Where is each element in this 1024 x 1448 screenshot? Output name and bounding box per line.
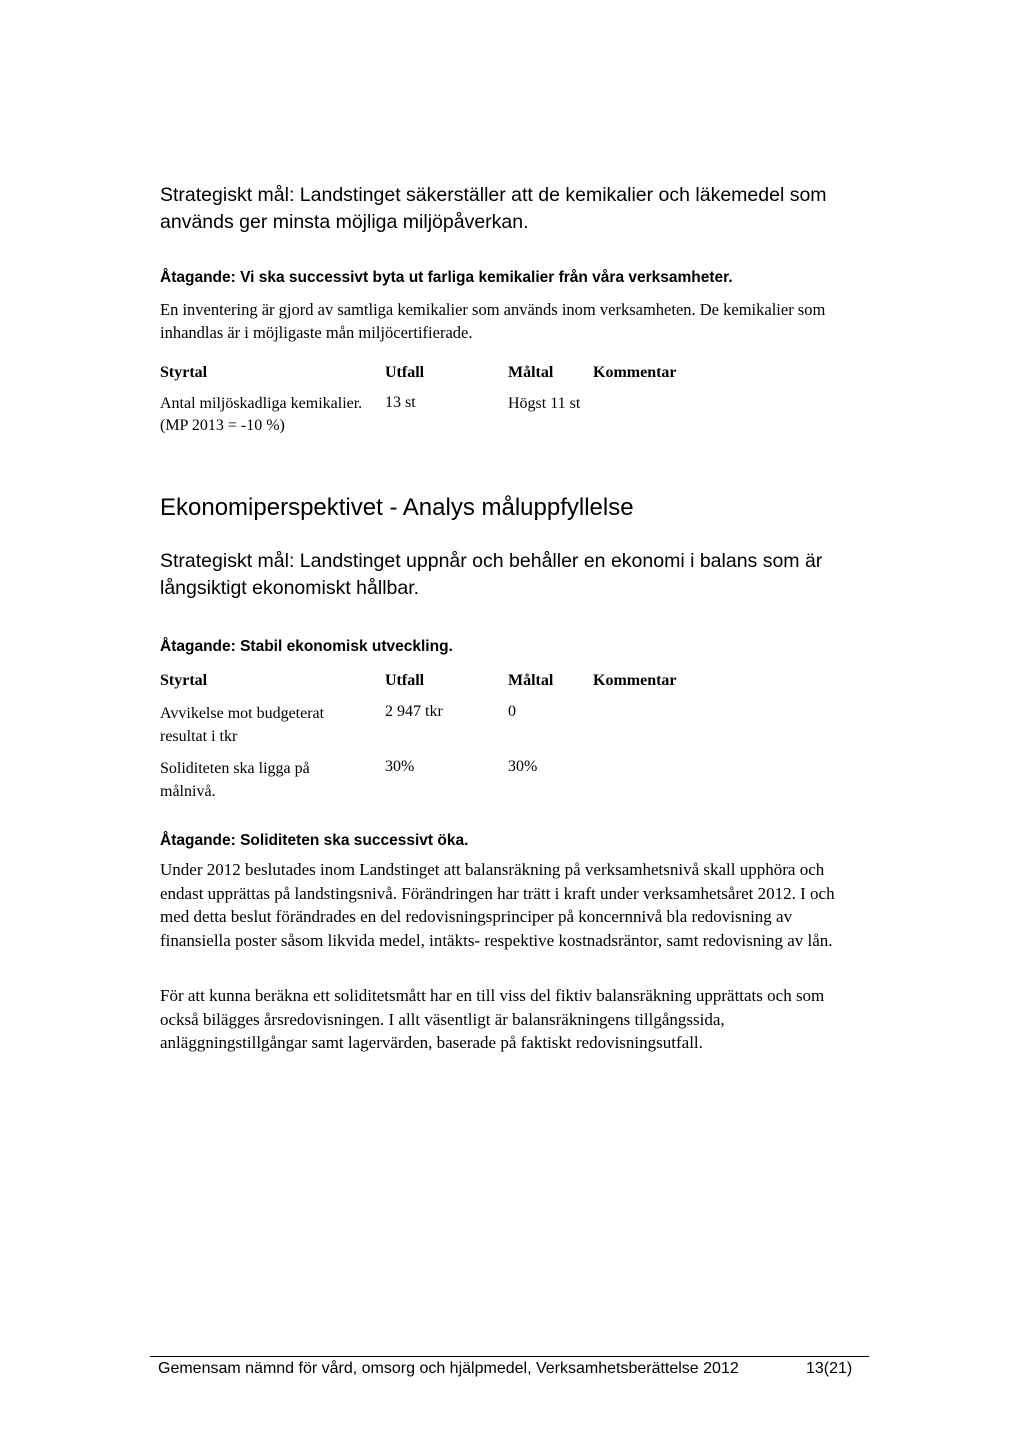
table-cell-utfall: 2 947 tkr <box>385 703 443 720</box>
section-heading-economy: Ekonomiperspektivet - Analys måluppfyllelse <box>160 494 634 521</box>
commitment-solidity: Åtagande: Soliditeten ska successivt öka. <box>160 832 469 849</box>
table-header-kommentar: Kommentar <box>593 672 677 689</box>
table-header-kommentar: Kommentar <box>593 364 677 381</box>
table-header-utfall: Utfall <box>385 672 425 689</box>
table-cell-maltal: 30% <box>508 758 538 775</box>
table-cell-utfall: 13 st <box>385 394 416 411</box>
table-header-styrtal: Styrtal <box>160 364 208 381</box>
table-cell-utfall: 30% <box>385 758 415 775</box>
table-cell-styrtal: Avvikelse mot budgeterat resultat i tkr <box>160 705 325 745</box>
table-header-maltal: Måltal <box>508 364 554 381</box>
table-cell-styrtal: Soliditeten ska ligga på målnivå. <box>160 760 310 800</box>
paragraph-balance-sheet-decision: Under 2012 beslutades inom Landstinget att balansräkning på verksamhetsnivå skall upphöra och endast upprättas på landstingsnivå. Förändringen har trätt i kraft under verksamhetsåret 2012. I och med detta beslut förändrades en del redovisningsprinciper på koncernnivå bla redovisning av finansiella poster såsom likvida medel, intäkts- respektive kostnadsräntor, samt redovisning av lån. <box>160 860 835 950</box>
table-cell-maltal: Högst 11 st <box>508 395 581 412</box>
paragraph-solidity-measure: För att kunna beräkna ett soliditetsmått har en till viss del fiktiv balansräkning upprättats och som också bilägges årsredovisningen. I allt väsentligt är balansräkningens tillgångssida, anläggningstillgångar samt lagervärden, baserade på faktiskt redovisningsutfall. <box>160 986 825 1053</box>
commitment-chemicals: Åtagande: Vi ska successivt byta ut farliga kemikalier från våra verksamheter. <box>160 269 733 286</box>
strategic-goal-economy: Strategiskt mål: Landstinget uppnår och behåller en ekonomi i balans som är långsiktigt ekonomiskt hållbar. <box>160 550 823 599</box>
commitment-stable-economy: Åtagande: Stabil ekonomisk utveckling. <box>160 638 453 655</box>
table-cell-styrtal: Antal miljöskadliga kemikalier.(MP 2013 = -10 %) <box>160 395 363 434</box>
table-header-maltal: Måltal <box>508 672 554 689</box>
table-header-styrtal: Styrtal <box>160 672 208 689</box>
footer-title: Gemensam nämnd för vård, omsorg och hjälpmedel, Verksamhetsberättelse 2012 <box>158 1360 739 1377</box>
footer-page-number: 13(21) <box>806 1360 853 1377</box>
table-header-utfall: Utfall <box>385 364 425 381</box>
footer-rule <box>150 1356 869 1357</box>
paragraph-inventory: En inventering är gjord av samtliga kemikalier som används inom verksamheten. De kemikalier som inhandlas är i möjligaste mån miljöcertifierade. <box>160 300 826 342</box>
table-cell-maltal: 0 <box>508 703 516 720</box>
strategic-goal-environment: Strategiskt mål: Landstinget säkerställer att de kemikalier och läkemedel som används ger minsta möjliga miljöpåverkan. <box>160 184 827 233</box>
